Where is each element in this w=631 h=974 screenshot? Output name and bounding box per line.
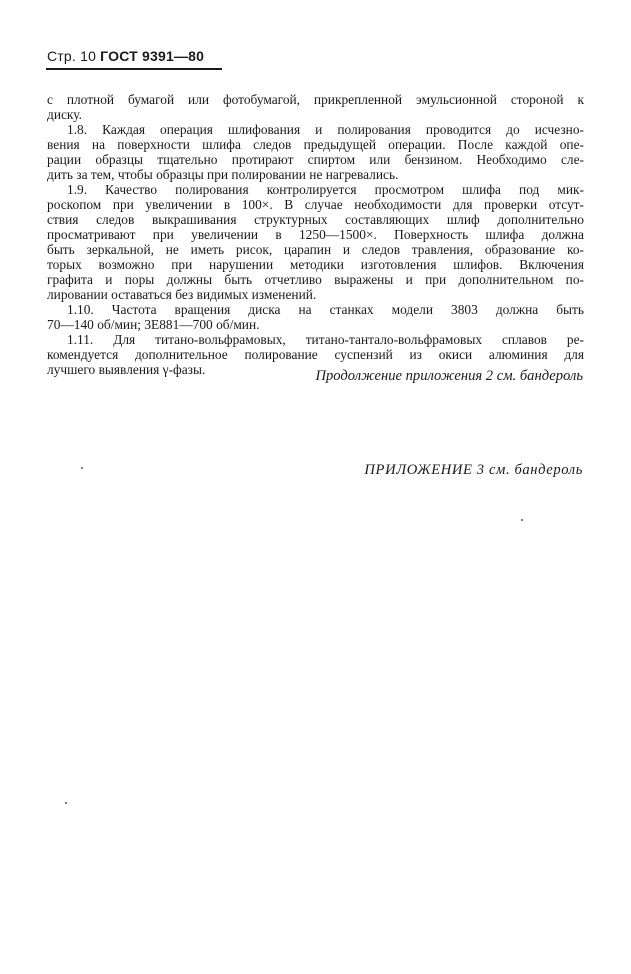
- text-line: графита и поры должны быть отчетливо выражены и при дополнительном по-: [47, 272, 584, 287]
- text-line: вения на поверхности шлифа следов предыдущей операции. После каждой опе-: [47, 137, 584, 152]
- text-line: быть зеркальной, не иметь рисок, царапин и следов травления, образование ко-: [47, 242, 584, 257]
- continuation-note: Продолжение приложения 2 см. бандероль: [315, 368, 583, 384]
- header-rule: [46, 68, 222, 70]
- scan-speck: [521, 519, 523, 521]
- text-line: дить за тем, чтобы образцы при полировании не нагревались.: [47, 167, 399, 182]
- text-line: 1.11. Для титано-вольфрамовых, титано-тантало-вольфрамовых сплавов ре-: [67, 332, 584, 347]
- page-number: Стр. 10: [47, 48, 97, 64]
- text-line: ствия следов выкрашивания структурных составляющих шлиф дополнительно: [47, 212, 584, 227]
- text-line: диску.: [47, 107, 82, 122]
- scan-speck: [81, 467, 83, 469]
- text-line: с плотной бумагой или фотобумагой, прикрепленной эмульсионной стороной к: [47, 92, 584, 107]
- text-line: комендуется дополнительное полирование суспензий из окиси алюминия для: [47, 347, 584, 362]
- text-line: 70—140 об/мин; 3Е881—700 об/мин.: [47, 317, 260, 332]
- page-header: [47, 48, 222, 64]
- text-line: 1.9. Качество полирования контролируется просмотром шлифа под мик-: [67, 182, 584, 197]
- text-line: лучшего выявления γ-фазы.: [47, 362, 206, 377]
- text-line: торых возможно при нарушении методики изготовления шлифов. Включения: [47, 257, 584, 272]
- text-line: роскопом при увеличении в 100×. В случае необходимости для проверки отсут-: [47, 197, 584, 212]
- scan-speck: [65, 802, 67, 804]
- text-line: просматривают при увеличении в 1250—1500×. Поверхность шлифа должна: [47, 227, 584, 242]
- text-line: 1.8. Каждая операция шлифования и полирования проводится до исчезно-: [67, 122, 584, 137]
- text-line: 1.10. Частота вращения диска на станках модели 3803 должна быть: [67, 302, 584, 317]
- text-line: рации образцы тщательно протирают спиртом или бензином. Необходимо сле-: [47, 152, 584, 167]
- text-line: лировании оставаться без видимых изменений.: [47, 287, 317, 302]
- document-code: ГОСТ 9391—80: [100, 48, 205, 64]
- appendix-3-note: ПРИЛОЖЕНИЕ 3 см. бандероль: [364, 462, 583, 478]
